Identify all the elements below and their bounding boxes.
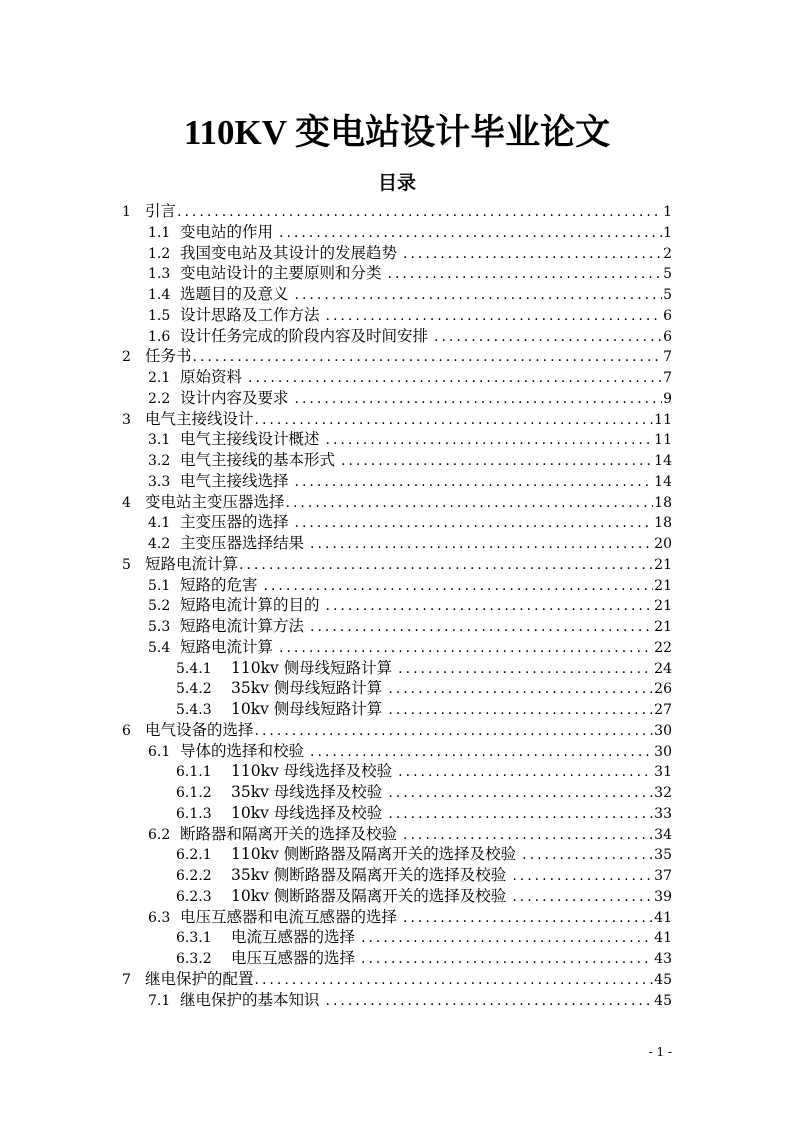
toc-entry-title: 主变压器的选择	[180, 513, 289, 532]
toc-entry-number: 6.1.1	[176, 764, 212, 781]
toc-entry-title: 10kv 侧断路器及隔离开关的选择及校验	[231, 886, 507, 905]
toc-entry-page: 41	[654, 930, 672, 947]
toc-entry[interactable]	[118, 284, 672, 305]
toc-entry-page: 6	[663, 328, 672, 345]
toc-dot-leader	[273, 638, 653, 659]
toc-dot-leader	[392, 762, 653, 783]
toc-entry-page: 26	[654, 681, 672, 698]
toc-dot-leader	[320, 430, 654, 451]
toc-entry-page: 32	[654, 785, 672, 801]
toc-entry-title: 电气主接线的基本形式	[180, 451, 336, 469]
toc-dot-leader	[397, 908, 653, 929]
toc-entry-number: 5.4.2	[176, 681, 212, 698]
toc-entry-number: 4.2	[148, 536, 171, 552]
toc-entry-page: 45	[654, 992, 672, 1009]
toc-dot-leader	[254, 410, 654, 431]
toc-entry-number: 1.2	[148, 245, 171, 262]
toc-entry-number: 6.3.2	[176, 951, 212, 967]
toc-entry[interactable]	[118, 990, 672, 1011]
toc-entry[interactable]	[118, 782, 672, 803]
toc-entry-title: 35kv 侧断路器及隔离开关的选择及校验	[231, 866, 507, 884]
toc-entry[interactable]	[118, 346, 672, 367]
toc-entry-title: 短路电流计算	[145, 554, 239, 573]
toc-entry-page: 39	[654, 888, 672, 905]
toc-entry[interactable]	[118, 201, 672, 222]
toc-entry-number: 1.5	[148, 307, 171, 324]
toc-entry-page: 35	[654, 847, 672, 864]
toc-entry-page: 31	[654, 764, 672, 781]
toc-dot-leader	[254, 721, 654, 742]
toc-entry[interactable]	[118, 803, 672, 824]
toc-entry-number: 6.2.2	[176, 868, 212, 884]
toc-entry[interactable]	[118, 533, 672, 554]
toc-entry-title: 110kv 母线选择及校验	[231, 762, 393, 781]
toc-entry-page: 21	[654, 577, 672, 594]
toc-entry[interactable]	[118, 720, 672, 741]
toc-entry-page: 7	[663, 349, 672, 366]
toc-entry-title: 电气主接线设计概述	[180, 430, 320, 449]
toc-entry-number: 4.1	[148, 515, 171, 532]
toc-entry-page: 7	[663, 370, 672, 386]
toc-entry-number: 6	[122, 722, 131, 739]
toc-entry-number: 6.1.2	[176, 785, 212, 801]
toc-entry[interactable]	[118, 471, 672, 492]
toc-dot-leader	[289, 389, 663, 410]
toc-entry-title: 变电站主变压器选择	[145, 492, 285, 511]
toc-entry-number: 5	[122, 556, 131, 573]
toc-entry[interactable]	[118, 699, 672, 720]
toc-entry[interactable]	[118, 907, 672, 928]
toc-entry[interactable]	[118, 409, 672, 430]
toc-entry-number: 5.1	[148, 577, 171, 594]
toc-dot-leader	[289, 513, 654, 534]
toc-entry[interactable]	[118, 824, 672, 845]
toc-entry-number: 5.4	[148, 639, 171, 656]
toc-entry-number: 1	[122, 204, 131, 220]
toc-dot-leader	[516, 845, 653, 866]
toc-entry-title: 断路器和隔离开关的选择及校验	[180, 824, 398, 843]
toc-entry-number: 3.3	[148, 473, 171, 490]
toc-entry-title: 10kv 侧母线短路计算	[231, 700, 383, 718]
toc-dot-leader	[238, 555, 653, 576]
toc-entry-title: 电气设备的选择	[145, 720, 254, 739]
toc-entry-title: 110kv 侧断路器及隔离开关的选择及校验	[231, 845, 517, 864]
toc-entry-number: 6.3.1	[176, 930, 212, 947]
toc-dot-leader	[335, 451, 653, 472]
toc-dot-leader	[382, 804, 653, 825]
toc-entry-page: 1	[663, 224, 672, 241]
toc-entry-page: 30	[654, 722, 672, 739]
toc-entry[interactable]	[118, 326, 672, 347]
toc-dot-leader	[320, 596, 654, 617]
toc-entry-title: 选题目的及意义	[180, 285, 289, 303]
toc-dot-leader	[382, 783, 653, 804]
toc-entry[interactable]	[118, 450, 672, 471]
toc-dot-leader	[285, 493, 654, 514]
toc-entry-number: 2.1	[148, 370, 171, 386]
toc-entry-title: 电气主接线选择	[180, 471, 289, 490]
toc-dot-leader	[397, 825, 653, 846]
toc-entry-number: 5.4.1	[176, 660, 212, 677]
toc-entry[interactable]	[118, 492, 672, 513]
toc-entry[interactable]	[118, 927, 672, 948]
toc-entry[interactable]	[118, 865, 672, 886]
toc-entry-page: 14	[654, 453, 672, 469]
toc-entry-title: 继电保护的基本知识	[180, 990, 320, 1009]
toc-entry-title: 继电保护的配置	[145, 969, 254, 988]
toc-entry-page: 37	[654, 868, 672, 884]
toc-dot-leader	[258, 576, 654, 597]
toc-entry-title: 电压互感器和电流互感器的选择	[180, 907, 398, 926]
toc-entry-page: 43	[654, 951, 672, 967]
toc-entry-title: 引言	[145, 202, 177, 220]
toc-dot-leader	[304, 742, 653, 763]
toc-entry-number: 7	[122, 971, 131, 988]
toc-entry-number: 6.1.3	[176, 805, 212, 822]
toc-entry[interactable]	[118, 367, 672, 388]
toc-entry-title: 导体的选择和校验	[180, 741, 305, 760]
toc-dot-leader	[506, 887, 653, 908]
toc-entry-title: 35kv 侧母线短路计算	[231, 679, 383, 698]
toc-entry-page: 22	[654, 639, 672, 656]
toc-dot-leader	[242, 368, 662, 389]
toc-entry-title: 10kv 母线选择及校验	[231, 803, 383, 822]
toc-entry[interactable]	[118, 243, 672, 264]
toc-entry[interactable]	[118, 844, 672, 865]
toc-entry-title: 短路电流计算的目的	[180, 596, 320, 615]
toc-entry-page: 21	[654, 556, 672, 573]
toc-entry-page: 14	[654, 473, 672, 490]
toc-entry-page: 11	[654, 432, 672, 449]
toc-entry[interactable]	[118, 616, 672, 637]
toc-entry-page: 41	[654, 909, 672, 926]
toc-entry-number: 1.3	[148, 266, 171, 283]
toc-entry-page: 6	[663, 307, 672, 324]
toc-entry[interactable]	[118, 429, 672, 450]
toc-entry-page: 27	[654, 702, 672, 718]
toc-entry-title: 110kv 侧母线短路计算	[231, 658, 393, 677]
toc-entry[interactable]	[118, 595, 672, 616]
toc-entry[interactable]	[118, 388, 672, 409]
toc-dot-leader	[273, 223, 662, 244]
toc-entry-page: 5	[663, 287, 672, 303]
toc-entry-title: 短路电流计算方法	[180, 617, 305, 635]
toc-entry[interactable]	[118, 886, 672, 907]
toc-entry[interactable]	[118, 263, 672, 284]
toc-entry-page: 45	[654, 971, 672, 988]
toc-dot-leader	[304, 617, 653, 638]
toc-entry-number: 3	[122, 411, 131, 428]
toc-dot-leader	[382, 264, 663, 285]
toc-dot-leader	[382, 700, 653, 721]
page-number-footer: - 1 -	[648, 1045, 672, 1059]
toc-entry-number: 1.6	[148, 328, 171, 345]
toc-dot-leader	[192, 347, 663, 368]
toc-entry[interactable]	[118, 761, 672, 782]
toc-entry-number: 3.2	[148, 453, 171, 469]
toc-entry-number: 7.1	[148, 992, 171, 1009]
document-title: 110KV 变电站设计毕业论文	[183, 113, 611, 152]
toc-entry[interactable]	[118, 512, 672, 533]
toc-dot-leader	[320, 306, 663, 327]
toc-entry-title: 短路电流计算	[180, 637, 274, 656]
toc-entry-title: 设计任务完成的阶段内容及时间安排	[180, 326, 429, 345]
toc-entry-page: 5	[663, 266, 672, 283]
toc-entry[interactable]	[118, 305, 672, 326]
toc-entry-page: 11	[654, 411, 672, 428]
toc-entry-title: 原始资料	[180, 368, 243, 386]
toc-dot-leader	[289, 285, 663, 306]
toc-entry-number: 6.1	[148, 743, 171, 760]
toc-dot-leader	[176, 202, 662, 223]
toc-entry-page: 1	[663, 204, 672, 220]
toc-entry-number: 2.2	[148, 390, 171, 407]
toc-entry[interactable]	[118, 678, 672, 699]
toc-entry-title: 35kv 母线选择及校验	[231, 783, 383, 801]
toc-entry-number: 6.2	[148, 826, 171, 843]
toc-entry-page: 9	[663, 390, 672, 407]
toc-entry[interactable]	[118, 948, 672, 969]
toc-entry-number: 6.2.1	[176, 847, 212, 864]
toc-entry[interactable]	[118, 554, 672, 575]
toc-dot-leader	[355, 949, 653, 970]
toc-entry-title: 电压互感器的选择	[231, 949, 356, 967]
toc-entry-page: 21	[654, 619, 672, 635]
toc-entry-title: 变电站设计的主要原则和分类	[180, 264, 382, 283]
toc-entry-page: 2	[663, 245, 672, 262]
toc-entry-page: 21	[654, 598, 672, 615]
toc-entry-title: 设计内容及要求	[180, 388, 289, 407]
toc-entry-title: 我国变电站及其设计的发展趋势	[180, 243, 398, 262]
toc-entry-number: 6.2.3	[176, 888, 212, 905]
toc-entry-page: 34	[654, 826, 672, 843]
toc-heading: 目录	[377, 172, 416, 194]
toc-dot-leader	[506, 866, 653, 887]
toc-entry-number: 1.1	[148, 224, 171, 241]
toc-entry-page: 33	[654, 805, 672, 822]
toc-dot-leader	[428, 327, 662, 348]
toc-dot-leader	[254, 970, 654, 991]
toc-entry-number: 6.3	[148, 909, 171, 926]
toc-entry-number: 5.2	[148, 598, 171, 615]
toc-dot-leader	[320, 991, 654, 1012]
toc-entry[interactable]	[118, 637, 672, 658]
toc-dot-leader	[304, 534, 653, 555]
toc-entry-title: 电流互感器的选择	[231, 928, 356, 947]
toc-entry-page: 18	[654, 515, 672, 532]
toc-entry-title: 变电站的作用	[180, 222, 274, 241]
toc-entry[interactable]	[118, 222, 672, 243]
toc-entry-number: 5.4.3	[176, 702, 212, 718]
toc-entry-number: 3.1	[148, 432, 171, 449]
toc-entry-title: 主变压器选择结果	[180, 534, 305, 552]
toc-entry-page: 18	[654, 494, 672, 511]
toc-dot-leader	[382, 679, 653, 700]
toc-entry-title: 电气主接线设计	[145, 409, 254, 428]
toc-entry-page: 30	[654, 743, 672, 760]
toc-entry[interactable]	[118, 741, 672, 762]
toc-entry-title: 短路的危害	[180, 575, 258, 594]
table-of-contents	[118, 201, 672, 1010]
toc-entry-page: 24	[654, 660, 672, 677]
toc-entry-number: 5.3	[148, 619, 171, 635]
toc-entry-title: 任务书	[145, 347, 192, 366]
toc-dot-leader	[392, 659, 653, 680]
toc-entry[interactable]	[118, 969, 672, 990]
toc-entry-page: 20	[654, 536, 672, 552]
toc-entry-number: 1.4	[148, 287, 171, 303]
toc-dot-leader	[355, 928, 653, 949]
toc-entry[interactable]	[118, 658, 672, 679]
toc-dot-leader	[289, 472, 654, 493]
toc-entry-number: 4	[122, 494, 131, 511]
toc-entry-number: 2	[122, 349, 131, 366]
toc-entry-title: 设计思路及工作方法	[180, 305, 320, 324]
toc-dot-leader	[397, 244, 662, 265]
toc-entry[interactable]	[118, 575, 672, 596]
